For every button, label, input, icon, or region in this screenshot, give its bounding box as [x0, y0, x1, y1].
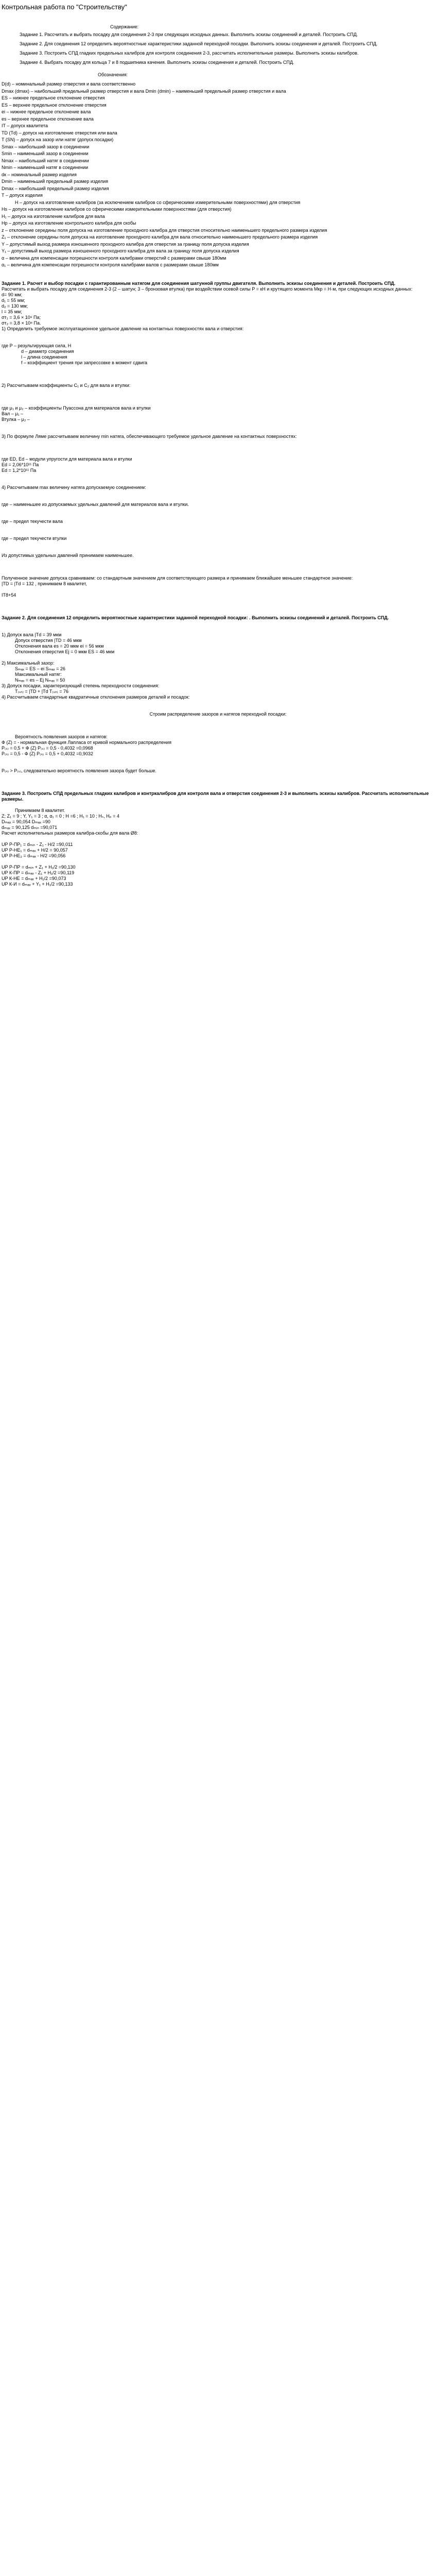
task2-curve: Строим распределение зазоров и натягов переходной посадки: [149, 711, 287, 717]
task1-conclusion: Полученное значение допуска сравниваем: со стандартным значением для соответствующего размера и принимаем ближайшее меньшее стандартное значение: [2, 575, 353, 581]
notation-item: Z₁ – отклонение середины поля допуска на изготовление проходного калибра для вала относительно наименьшего предельного размера изделия [2, 234, 318, 240]
notation-item: z – отклонение середины поля допуска на изготовление проходного калибра для отверстия относительно наименьшего предельного размера изделия [2, 227, 327, 233]
task3-calc-item: UP P-ПР₁ = dₘᵢₙ - Z₁ - H/2 =90,011 [2, 841, 73, 847]
task1-step4-item: где – предел текучести втулки [2, 535, 67, 541]
task1-conclusion-value: |TD = |Td = 132 , принимаем 8 квалитет, [2, 581, 87, 586]
notation-item: T – допуск изделия [2, 193, 43, 198]
task3-calc-item: UP К-ПР = dₘₐₓ - Z₁ + H₁/2 =90,119 [2, 870, 75, 875]
task1-step3-item: Ed = 2,06*10¹¹ Па [2, 462, 39, 467]
notation-item: α₁ – величина для компенсации погрешности контроля калибрами валов с размерами свыше 180мм [2, 262, 219, 267]
task2-step1-item: Отклонения отверстия Ej = 0 мкм ES = 46 мкм [15, 649, 115, 654]
task3-limit: dₘₐₓ = 90,125 dₘᵢₙ =90,071 [2, 824, 58, 830]
task2-prob-item: P₍ₛ₎ = 0,5 + Ф (Z) P₍ₛ₎ = 0,5 - 0,4032 =0,0968 [2, 745, 93, 751]
notation-item: Dmax (dmax) – наибольший предельный размер отверстия и вала Dmin (dmin) – наименьший предельный размер отверстия и вала [2, 88, 286, 94]
task1-section [0, 281, 436, 598]
contents-task-4: Задание 4. Выбрать посадку для кольца 7 и 8 подшипника качения. Выполнить эскизы соединения и деталей. Построить СПД. [20, 60, 294, 65]
task3-params: Z; Z₁ = 9 ; Y, Y₁ = 3 ; α, α₁ = 0 ; H =6 ; H₁ = 10 ; Hₛ, Hₚ = 4 [2, 813, 119, 819]
task1-step3-legend: где ED, Ed – модули упругости для материала вала и втулки [2, 456, 132, 462]
task1-step4-result: Из допустимых удельных давлений принимаем наименьшее. [2, 552, 134, 558]
task1-step2-legend: где μ₁ и μ₂ – коэффициенты Пуассона для материалов вала и втулки [2, 405, 151, 411]
task2-prob-result: P₍ₙ₎ > P₍ₛ₎, следовательно вероятность появления зазора будет больше. [2, 768, 156, 773]
document-title: Контрольная работа по "Строительству" [2, 3, 127, 11]
task3-limit: Dₘₐₓ = 90,054 Dₘₐₓ =90 [2, 819, 50, 824]
task1-heading: Задание 1. Расчет и выбор посадки с гарантированным натягом для соединения шатунной группы двигателя. Выполнить эскизы соединения и деталей. Построить СПД. [2, 280, 396, 286]
task2-step2: 2) Максимальный зазор: [2, 660, 55, 666]
task2-step2b-value: Nₘₐₓ = es – Ej Nₘₐₓ = 50 [15, 677, 65, 683]
task3-calc-intro: Расчет исполнительных размеров калибра-скобы для вала Ø8: [2, 830, 138, 836]
notation-item: α – величина для компенсации погрешности контроля калибрами отверстий с размерами свыше 180мм [2, 255, 226, 261]
task1-data-item: σт₂ = 3,8 × 10⁸ Па. [2, 320, 41, 326]
task3-calc-item: UP P-НЕ₂ = dₘₐₓ - H/2 =90,056 [2, 853, 66, 858]
task1-data-item: l = 35 мм; [2, 309, 22, 314]
task2-prob-formula: Ф (Z) = - нормальная функция Лапласа от кривой нормального распределения [2, 739, 171, 745]
notation-item: ES – верхнее предельное отклонение отверстия [2, 102, 107, 108]
notation-item: Hp – допуск на изготовление контрольного калибра для скобы [2, 221, 136, 226]
task1-step2-item: Вал – μ₁ – [2, 411, 23, 416]
task3-calc-item: UP P-НЕ₁ = dₘₐₓ + H/2 = 90,057 [2, 847, 68, 853]
notation-item: Nmax – наибольший натяг в соединении [2, 158, 89, 163]
notation-item: Smax – наибольший зазор в соединении [2, 144, 90, 149]
task3-table-ref: Принимаем 8 квалитет. [15, 807, 65, 813]
notation-item: Dmin – наименьший предельный размер изделия [2, 179, 108, 184]
notation-item: ES – нижнее предельное отклонение отверстия [2, 95, 105, 100]
notation-item: dк – номинальный размер изделия [2, 172, 77, 177]
task1-step2: 2) Рассчитываем коэффициенты C₁ и C₂ для вала и втулки: [2, 382, 131, 388]
task1-legend-item: f – коэффициент трения при запрессовке в момент сдвига [21, 360, 148, 365]
notation-heading: Обозначения: [98, 72, 128, 77]
notation-item: H₁ – допуск на изготовление калибров для вала [2, 213, 105, 219]
task1-step4-legend: где – наименьшее из допускаемых удельных давлений для материалов вала и втулки. [2, 501, 189, 507]
task2-step2-value: Sₘₐₓ = ES – ei Sₘₐₓ = 26 [15, 666, 65, 671]
notation-item: Y₁ – допустимый выход размера изношенного проходного калибра для вала за границу поля допуска изделия [2, 248, 239, 253]
notation-item: IT – допуск квалитета [2, 123, 48, 128]
contents-task-2: Задание 2. Для соединения 12 определить вероятностные характеристики заданной переходной посадки. Выполнить эскизы соединения и деталей. Построить СПД. [20, 41, 378, 46]
task1-fit: IT8+54 [2, 592, 16, 598]
notation-item: ei – нижнее предельное отклонение вала [2, 109, 91, 114]
task1-step2-item: Втулка – μ₂ – [2, 416, 30, 422]
task1-legend-item: d – диаметр соединения [21, 348, 74, 354]
task1-intro: Рассчитать и выбрать посадку для соединения 2-3 (2 – шатун; 3 – бронзовая втулка) при воздействии осевой силы P = кН и крутящего момента Mкр = Н·м, при следующих исходных данных: [2, 286, 413, 292]
notation-item: H – допуск на изготовление калибров (за исключением калибров со сферическими измерительными поверхностями) для отверстия [15, 199, 301, 205]
task1-step1: 1) Определить требуемое эксплуатационное удельное давление на контактных поверхностях вала и отверстия: [2, 326, 244, 331]
task1-step4-item: где – предел текучести вала [2, 518, 63, 524]
notation-list [0, 81, 436, 268]
task3-calc-item: UP К-НЕ = dₘₐₓ + H₁/2 =90,073 [2, 875, 66, 881]
notation-item: es – верхнее предельное отклонение вала [2, 116, 94, 122]
notation-item: Dmax – наибольший предельный размер изделия [2, 185, 109, 191]
notation-item: T (SN) – допуск на зазор или натяг (допуск посадки) [2, 137, 114, 142]
task2-step1-item: Допуск отверстия |TD = 46 мкм [15, 637, 82, 643]
task1-data-item: d₁ = 55 мм; [2, 297, 25, 303]
notation-item: D(d) – номинальный размер отверстия и вала соответственно [2, 81, 136, 87]
notation-item: Smin – наименьший зазор в соединении [2, 151, 89, 156]
contents-heading: Содержание: [110, 24, 139, 29]
task1-legend-item: l – длина соединения [21, 354, 67, 360]
task3-section [0, 791, 436, 887]
task3-calc-item: UP P-ПР = dₘᵢₙ + Z₁ + H₁/2 =90,130 [2, 864, 76, 870]
task1-data-item: d₂ = 130 мм; [2, 303, 28, 309]
task2-step1-item: Отклонения вала es = 20 мкм ei = 56 мкм [15, 643, 104, 649]
task1-step3-item: Ed = 1,2*10¹¹ Па [2, 467, 37, 473]
task2-heading: Задание 2. Для соединения 12 определить вероятностные характеристики заданной переходной посадки: . Выполнить эскизы соединений и деталей. Построить СПД. [2, 615, 389, 620]
task1-step4: 4) Рассчитываем max величину натяга допускаемую соединением: [2, 484, 146, 490]
task2-prob-heading: Вероятность появления зазоров и натягов: [15, 734, 108, 739]
task2-section [0, 615, 436, 774]
task2-prob-item: P₍ₙ₎ = 0,5 - Ф (Z) P₍ₙ₎ = 0,5 + 0,4032 =0,9032 [2, 751, 93, 756]
task3-calc-item: UP К-И = dₘₐₓ + Y₁ + H₁/2 =90,133 [2, 881, 73, 887]
contents-task-1: Задание 1. Рассчитать и выбрать посадку для соединения 2-3 при следующих исходных данных. Выполнить эскизы соединений и деталей. Построить СПД. [20, 32, 358, 37]
notation-item: Hs – допуск на изготовление калибров со сферическими измерительными поверхностями (для отверстия) [2, 207, 232, 212]
task2-step1: 1) Допуск вала |Td = 39 мкм [2, 632, 62, 637]
notation-item: TD (Td) – допуск на изготовление отверстия или вала [2, 130, 117, 135]
task1-data-item: σт₁ = 3,6 × 10⁸ Па; [2, 314, 41, 320]
task2-step2b: Максимальный натяг: [15, 671, 62, 677]
notation-item: Nmin – наименьший натяг в соединении [2, 165, 89, 170]
task2-step3-value: T₍ₛₙ₎ = |TD + |Td T₍ₛₙ₎ = 76 [15, 688, 69, 694]
task1-data-item: d= 90 мм; [2, 292, 23, 297]
contents-task-3: Задание 3. Построить СПД гладких предельных калибров для контроля соединения 2-3, рассчитать исполнительные размеры. Выполнить эскизы калибров. [20, 50, 359, 56]
notation-item: Y – допустимый выход размера изношенного проходного калибра для отверстия за границу поля допуска изделия [2, 241, 249, 247]
task2-step3: 3) Допуск посадки, характеризующий степень переходности соединения: [2, 683, 160, 688]
task1-step3: 3) По формуле Ляме рассчитываем величину min натяга, обеспечивающего требуемое удельное давление на контактных поверхностях: [2, 433, 297, 439]
task2-step4: 4) Рассчитываем стандартные квадратичные отклонения размеров деталей и посадок: [2, 694, 190, 700]
task1-step1-legend: где P – результирующая сила, Н [2, 343, 72, 348]
task3-heading: Задание 3. Построить СПД предельных гладких калибров и контркалибров для контроля вала и отверстия соединения 2-3 и выполнить эскизы калибров. Рассчитать исполнительные размеры. [2, 790, 429, 802]
